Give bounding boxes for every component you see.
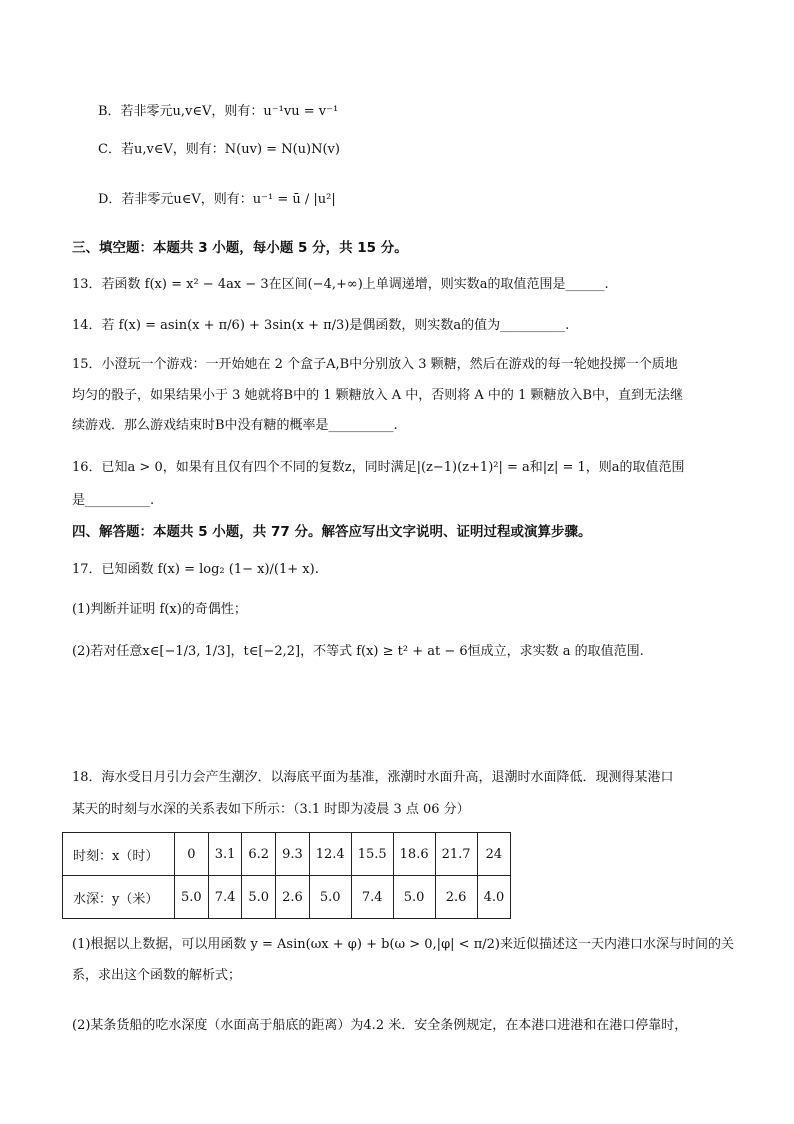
table-cell: 5.0 [242,876,276,919]
section-3-heading: 三、填空题：本题共 3 小题，每小题 5 分，共 15 分。 [72,240,408,256]
table-cell: 6.2 [242,833,276,876]
table-cell: 5.0 [393,876,435,919]
question-18-line2: 某天的时刻与水深的关系表如下所示：（3.1 时即为凌晨 3 点 06 分） [72,802,470,817]
question-13: 13．若函数 f(x) = x² − 4ax − 3在区间(−4,+∞)上单调递增，则实数a的取值范围是______. [72,277,609,292]
table-cell: 7.4 [208,876,242,919]
row-label-time: 时刻：x（时） [63,833,175,876]
question-15-line3: 续游戏．那么游戏结束时B中没有糖的概率是__________. [72,418,398,433]
table-cell: 7.4 [351,876,393,919]
question-17: 17．已知函数 f(x) = log₂ (1− x)/(1+ x). [72,562,319,577]
table-cell: 2.6 [435,876,477,919]
table-cell: 3.1 [208,833,242,876]
table-cell: 24 [477,833,511,876]
table-row-depth [63,876,511,919]
question-17-part2: (2)若对任意x∈[−1/3, 1/3]，t∈[−2,2]，不等式 f(x) ≥ t² + at − 6恒成立，求实数 a 的取值范围. [72,644,644,659]
question-17-part1: (1)判断并证明 f(x)的奇偶性； [72,602,247,617]
option-d: D．若非零元u∈V，则有：u⁻¹ = ū / |u²| [98,192,336,207]
question-18-part1-line2: 系，求出这个函数的解析式； [72,968,242,983]
tide-table [62,832,511,919]
option-c: C．若u,v∈V，则有：N(uv) = N(u)N(v) [98,142,340,157]
table-cell: 4.0 [477,876,511,919]
row-label-depth: 水深：y（米） [63,876,175,919]
question-15-line2: 均匀的骰子，如果结果小于 3 她就将B中的 1 颗糖放入 A 中，否则将 A 中的 1 颗糖放入B中，直到无法继 [72,388,684,403]
question-18-part2: (2)某条货船的吃水深度（水面高于船底的距离）为4.2 米．安全条例规定，在本港口进港和在港口停靠时， [72,1018,688,1033]
table-cell: 15.5 [351,833,393,876]
option-b: B．若非零元u,v∈V，则有：u⁻¹vu = v⁻¹ [98,104,339,119]
table-cell: 18.6 [393,833,435,876]
question-16-line2: 是__________. [72,493,155,508]
question-14: 14．若 f(x) = asin(x + π/6) + 3sin(x + π/3)是偶函数，则实数a的值为__________. [72,318,570,333]
section-4-heading: 四、解答题：本题共 5 小题，共 77 分。解答应写出文字说明、证明过程或演算步骤。 [72,524,592,540]
table-cell: 5.0 [309,876,351,919]
table-cell: 2.6 [276,876,310,919]
question-18-line1: 18．海水受日月引力会产生潮汐．以海底平面为基准，涨潮时水面升高，退潮时水面降低．现测得某港口 [72,770,674,785]
question-18-part1-line1: (1)根据以上数据，可以用函数 y = Asin(ωx + φ) + b(ω > 0,|φ| < π/2)来近似描述这一天内港口水深与时间的关 [72,937,734,952]
table-cell: 21.7 [435,833,477,876]
question-16-line1: 16．已知a > 0，如果有且仅有四个不同的复数z，同时满足|(z−1)(z+1)²| = a和|z| = 1，则a的取值范围 [72,460,685,475]
question-15-line1: 15．小澄玩一个游戏：一开始她在 2 个盒子A,B中分别放入 3 颗糖，然后在游戏的每一轮她投掷一个质地 [72,357,678,372]
table-cell: 12.4 [309,833,351,876]
table-cell: 0 [175,833,209,876]
table-cell: 9.3 [276,833,310,876]
table-cell: 5.0 [175,876,209,919]
table-row-time [63,833,511,876]
